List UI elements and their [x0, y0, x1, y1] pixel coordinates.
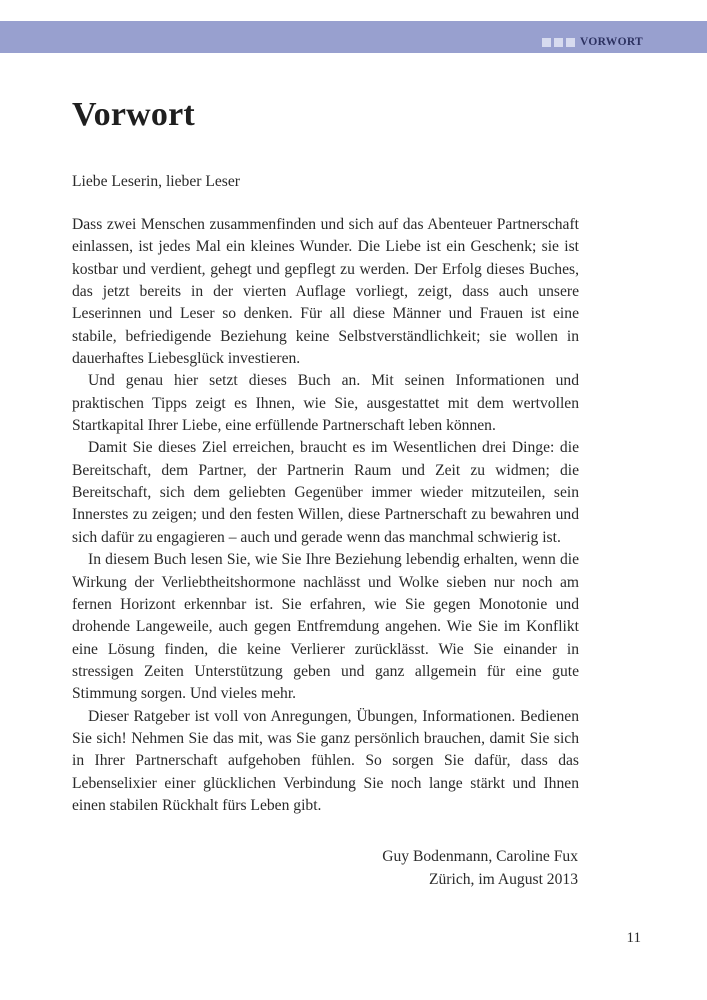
- running-header: [542, 35, 643, 49]
- header-square-icon: [554, 38, 563, 47]
- signature-block: [382, 846, 578, 891]
- header-square-icon: [542, 38, 551, 47]
- salutation: Liebe Leserin, lieber Leser: [72, 173, 240, 190]
- chapter-title: Vorwort: [72, 96, 195, 133]
- paragraph: In diesem Buch lesen Sie, wie Sie Ihre Beziehung lebendig erhalten, wenn die Wirkung der Verliebtheitshormone nachlässt und Wolke sieben nur noch am fernen Horizont erkennbar ist. Sie erfahren, wie Sie gegen Monotonie und drohende Langeweile, auch gegen Entfremdung angehen. Wie Sie im Konflikt eine Lösung finden, die keine Verlierer zurücklässt. Wie Sie einander in stressigen Zeiten Unterstützung geben und ganz allgemein für eine gute Stimmung sorgen. Und vieles mehr.: [72, 551, 579, 703]
- signature-place-date: Zürich, im August 2013: [428, 870, 578, 888]
- paragraph: Dieser Ratgeber ist voll von Anregungen, Übungen, Informationen. Bedienen Sie sich! Nehmen Sie das mit, was Sie ganz persönlich brauchen, damit Sie sich in Ihrer Partnerschaft aufgehoben fühlen. So sorgen Sie dafür, dass das Lebenselixier einer glücklichen Verbindung Sie noch lange stärkt und Ihnen einen stabilen Rückhalt fürs Leben gibt.: [72, 707, 579, 814]
- paragraph: Dass zwei Menschen zusammenfinden und sich auf das Abenteuer Partnerschaft einlassen, ist jedes Mal ein kleines Wunder. Die Liebe ist ein Geschenk; sie ist kostbar und verdient, gehegt und gepflegt zu werden. Der Erfolg dieses Buches, das jetzt bereits in der vierten Auflage vorliegt, zeigt, dass auch unsere Leserinnen und Leser so denken. Für all diese Männer und Frauen ist eine stabile, befriedigende Beziehung keine Selbstverständlichkeit; sie wollen in dauerhaftes Liebesglück investieren.: [72, 216, 579, 368]
- header-square-icon: [566, 38, 575, 47]
- running-header-label: VORWORT: [579, 36, 643, 48]
- running-header-bar: [0, 21, 707, 53]
- paragraph: Und genau hier setzt dieses Buch an. Mit seinen Informationen und praktischen Tipps zeigt es Ihnen, wie Sie, ausgestattet mit dem wertvollen Startkapital Ihrer Liebe, eine erfüllende Partnerschaft leben können.: [72, 372, 579, 435]
- body-text: [72, 214, 579, 817]
- signature-authors: Guy Bodenmann, Caroline Fux: [382, 848, 578, 865]
- paragraph: Damit Sie dieses Ziel erreichen, braucht es im Wesentlichen drei Dinge: die Bereitschaft, dem Partner, der Partnerin Raum und Zeit zu widmen; die Bereitschaft, sich dem geliebten Gegenüber immer wieder mitzuteilen, sein Innerstes zu zeigen; und den festen Willen, diese Partnerschaft zu bewahren und sich dafür zu engagieren – auch und gerade wenn das manchmal schwierig ist.: [72, 439, 579, 546]
- page-number: 11: [626, 930, 641, 946]
